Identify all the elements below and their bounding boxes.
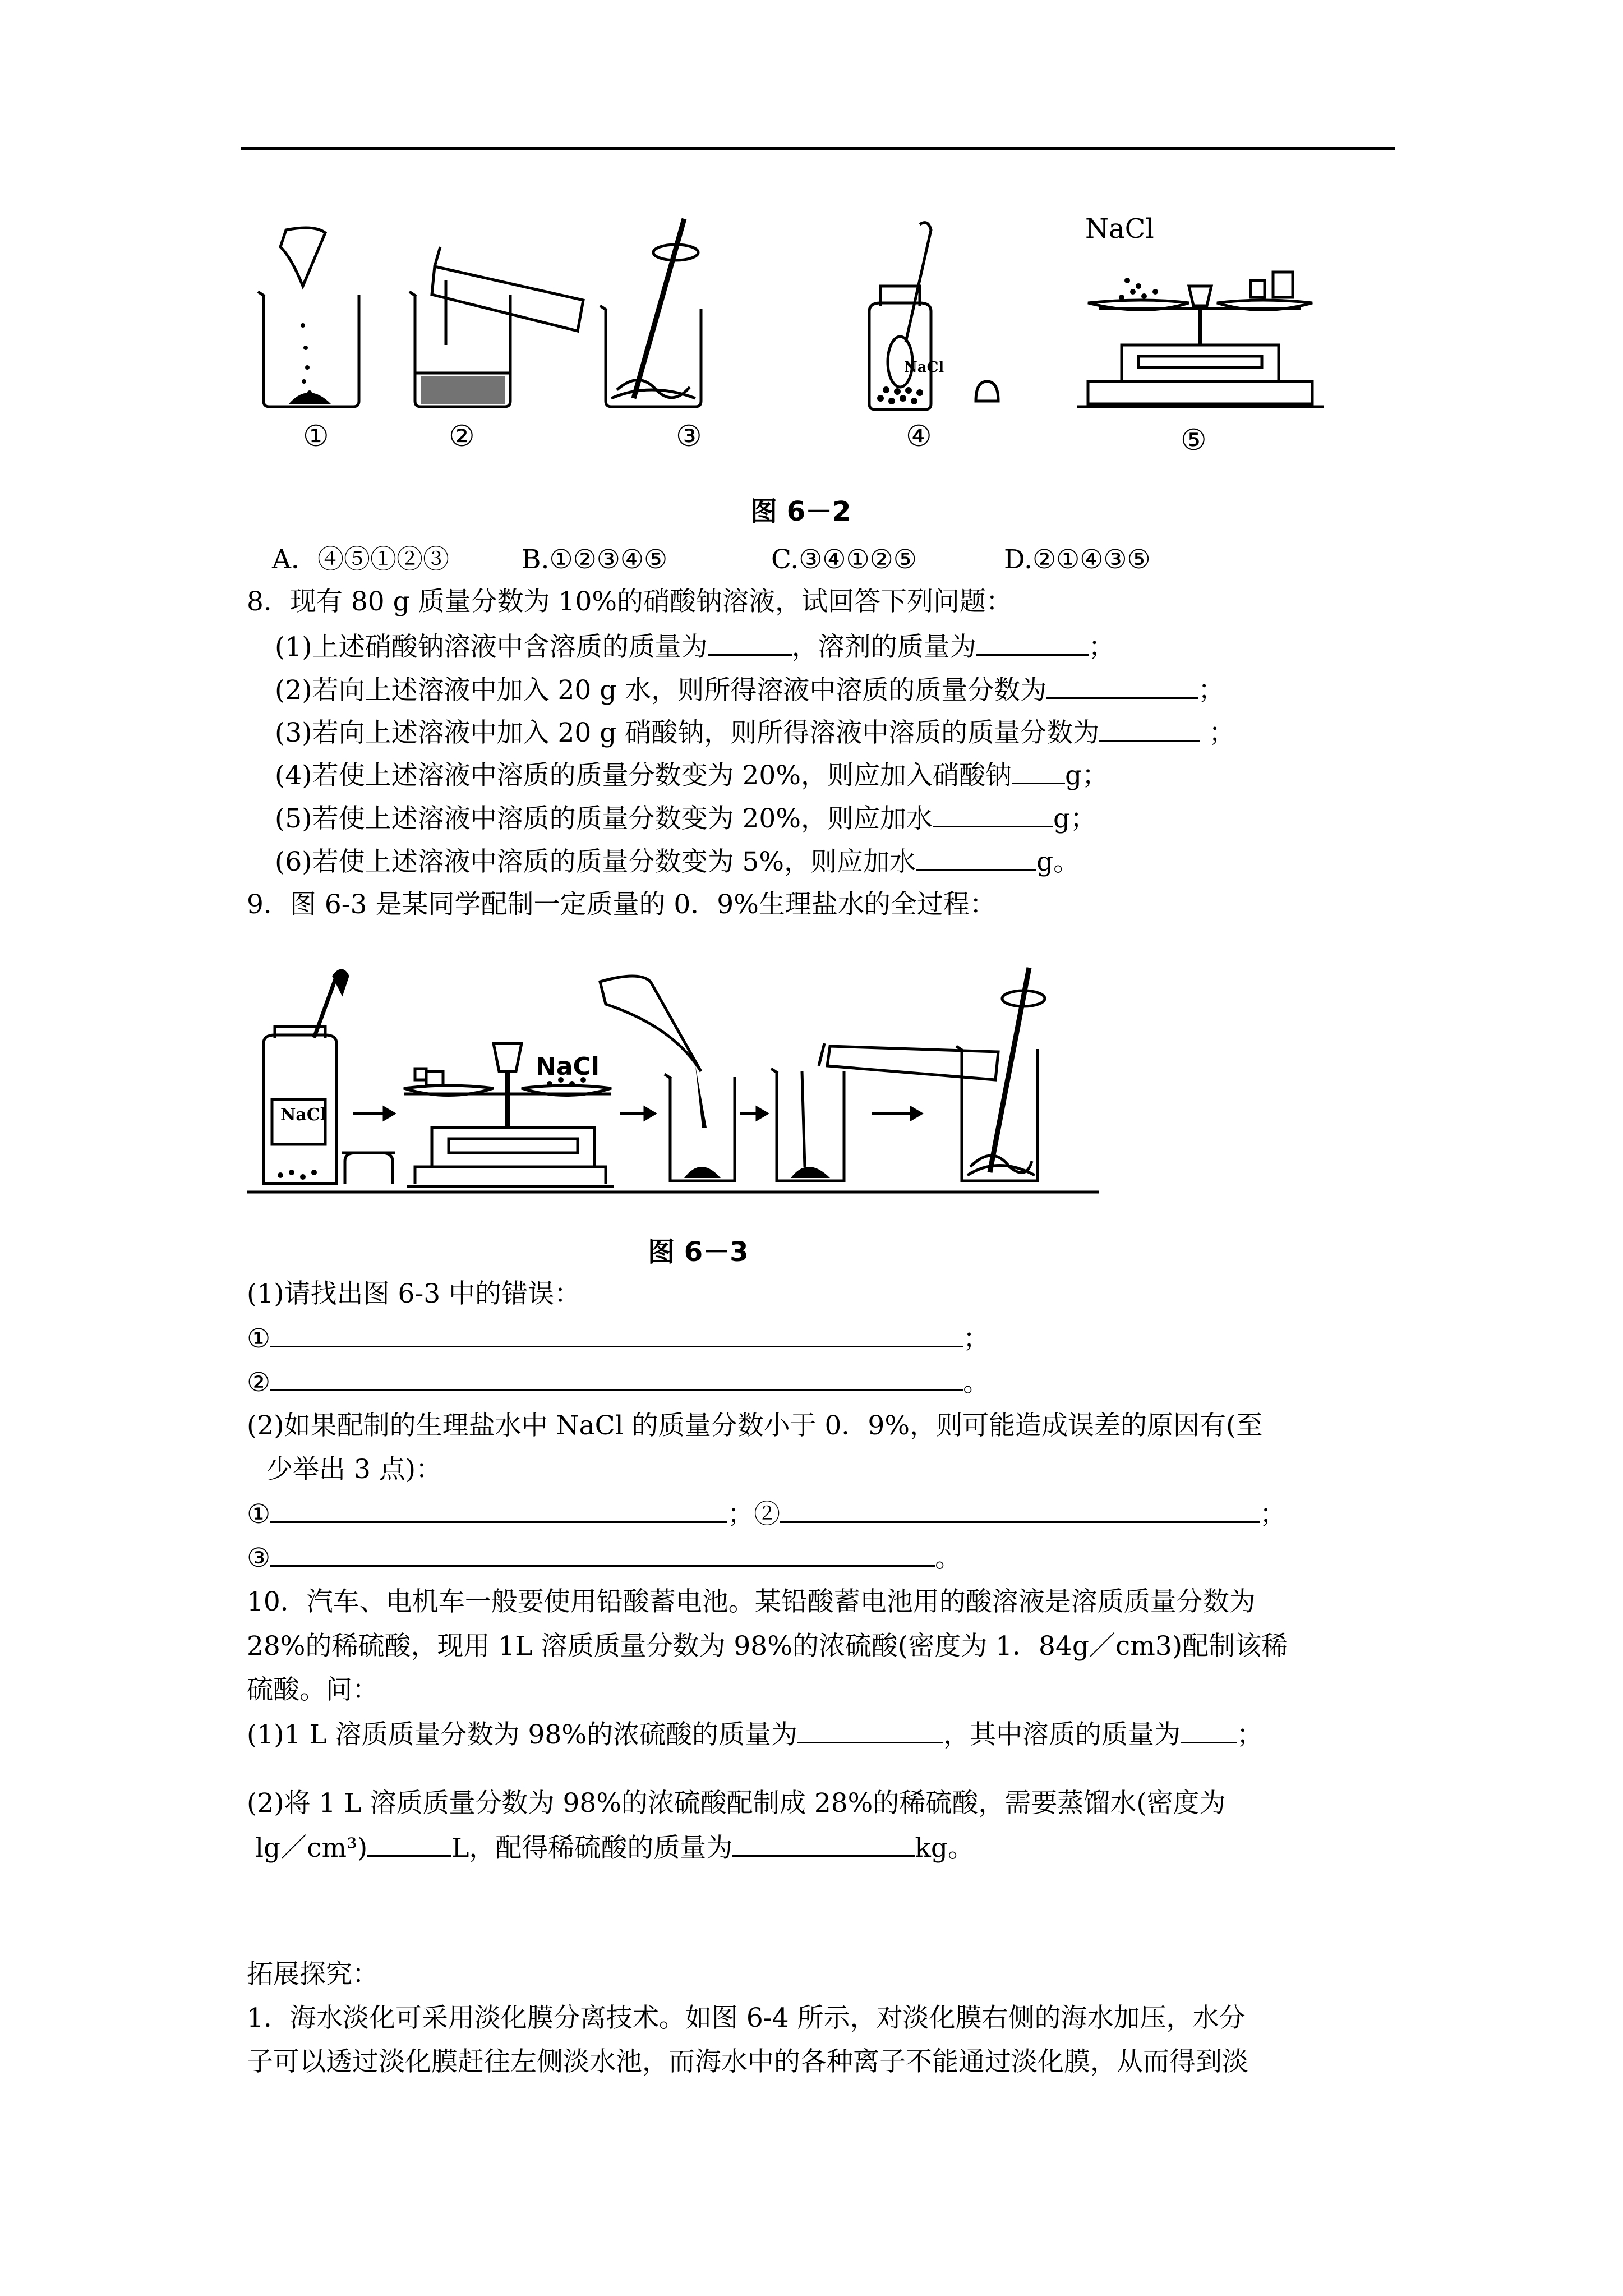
q10-part-2b-text: lg／cm³) bbox=[255, 1833, 368, 1864]
q7-option-a: A．④⑤①②③ bbox=[272, 544, 449, 575]
q8-part-6-end: g。 bbox=[1036, 846, 1080, 877]
q10-part-2a: (2)将 1 L 溶质质量分数为 98%的浓硫酸配制成 28%的稀硫酸，需要蒸馏水(密度为 bbox=[247, 1788, 1226, 1819]
q8-part-1-text: (1)上述硝酸钠溶液中含溶质的质量为 bbox=[275, 632, 708, 662]
q8-part-4-end: g； bbox=[1064, 760, 1109, 791]
answer-blank[interactable] bbox=[780, 1497, 1260, 1523]
beaker-pour-solid bbox=[600, 976, 735, 1181]
q7-option-c: C.③④①②⑤ bbox=[771, 544, 917, 575]
figure-6-3 bbox=[247, 959, 1133, 1195]
q8-part-3-end: ； bbox=[1200, 717, 1235, 748]
fig63-balance-label: NaCl bbox=[536, 1052, 600, 1081]
q9-reason-3-marker: ③ bbox=[247, 1543, 271, 1573]
q8-stem: 8．现有 80 g 质量分数为 10%的硝酸钠溶液，试回答下列问题： bbox=[247, 586, 1013, 617]
q10-part-1-text: (1)1 L 溶质质量分数为 98%的浓硫酸的质量为 bbox=[247, 1719, 797, 1750]
q9-part-1: (1)请找出图 6-3 中的错误： bbox=[247, 1278, 581, 1309]
answer-blank[interactable] bbox=[797, 1717, 943, 1743]
fig62-nacl-label: NaCl bbox=[1085, 213, 1154, 245]
q10-line-3: 硫酸。问： bbox=[247, 1674, 379, 1705]
answer-blank[interactable] bbox=[270, 1497, 727, 1523]
answer-blank[interactable] bbox=[367, 1830, 451, 1857]
answer-blank[interactable] bbox=[270, 1540, 935, 1567]
answer-blank[interactable] bbox=[976, 629, 1089, 656]
q8-part-4 bbox=[275, 758, 1108, 793]
beaker-pour-liquid bbox=[409, 247, 583, 407]
q8-part-5 bbox=[275, 801, 1096, 836]
answer-blank[interactable] bbox=[1181, 1717, 1237, 1743]
q9-reason-2-marker: ② bbox=[754, 1499, 781, 1530]
q10-part-2b-end: kg。 bbox=[915, 1833, 974, 1864]
reagent-jar-nacl bbox=[264, 970, 395, 1184]
q8-part-1-end: ； bbox=[1088, 632, 1115, 662]
fig63-caption: 图 6－3 bbox=[648, 1236, 749, 1268]
q10-line-2: 28%的稀硫酸，现用 1L 溶质质量分数为 98%的浓硫酸(密度为 1．84g／cm3)配制该稀 bbox=[247, 1631, 1288, 1662]
q9-part-2b: 少举出 3 点)： bbox=[266, 1454, 442, 1485]
q9-reason-row-1 bbox=[247, 1497, 1286, 1531]
fig62-label-4: ④ bbox=[906, 420, 932, 453]
q10-part-1-end: ； bbox=[1236, 1719, 1263, 1750]
q8-part-1 bbox=[275, 629, 1115, 664]
fig62-label-2: ② bbox=[449, 420, 475, 453]
q9-error-1 bbox=[247, 1321, 989, 1356]
q8-part-3-text: (3)若向上述溶液中加入 20 g 硝酸钠，则所得溶液中溶质的质量分数为 bbox=[275, 717, 1100, 748]
answer-blank[interactable] bbox=[916, 844, 1036, 871]
q10-part-1-text-b: ，其中溶质的质量为 bbox=[943, 1719, 1181, 1750]
q8-part-5-text: (5)若使上述溶液中溶质的质量分数变为 20%，则应加水 bbox=[275, 803, 933, 834]
q10-line-1: 10．汽车、电机车一般要使用铅酸蓄电池。某铅酸蓄电池用的酸溶液是溶质质量分数为 bbox=[247, 1586, 1256, 1617]
q8-part-2-text: (2)若向上述溶液中加入 20 g 水，则所得溶液中溶质的质量分数为 bbox=[275, 675, 1047, 706]
beaker-stirring bbox=[600, 219, 701, 407]
q9-part-2a: (2)如果配制的生理盐水中 NaCl 的质量分数小于 0．9%，则可能造成误差的原因有(至 bbox=[247, 1410, 1263, 1441]
balance-scale bbox=[1077, 272, 1324, 407]
header-rule bbox=[241, 147, 1395, 150]
answer-blank[interactable] bbox=[1046, 673, 1198, 699]
q8-part-2 bbox=[275, 673, 1224, 707]
q9-stem: 9．图 6-3 是某同学配制一定质量的 0．9%生理盐水的全过程： bbox=[247, 889, 996, 920]
q9-error-2-marker: ② bbox=[247, 1367, 271, 1398]
q9-reason-2-end: ； bbox=[1260, 1499, 1287, 1530]
reagent-jar-nacl bbox=[869, 223, 998, 409]
q8-part-6 bbox=[275, 844, 1080, 879]
ext-line-1: 1．海水淡化可采用淡化膜分离技术。如图 6-4 所示，对淡化膜右侧的海水加压，水分 bbox=[247, 2003, 1246, 2033]
q7-option-d: D.②①④③⑤ bbox=[1004, 544, 1151, 575]
answer-blank[interactable] bbox=[1099, 715, 1200, 742]
q9-reason-3-end: 。 bbox=[935, 1543, 962, 1573]
q9-reason-1-marker: ① bbox=[247, 1499, 271, 1530]
q8-part-2-end: ； bbox=[1198, 675, 1225, 706]
q8-part-4-text: (4)若使上述溶液中溶质的质量分数变为 20%，则应加入硝酸钠 bbox=[275, 760, 1012, 791]
fig62-jar-label: NaCl bbox=[904, 359, 944, 376]
q9-error-1-end: ； bbox=[963, 1323, 990, 1354]
ext-line-2: 子可以透过淡化膜赶往左侧淡水池，而海水中的各种离子不能通过淡化膜，从而得到淡 bbox=[247, 2046, 1248, 2077]
fig62-label-5: ⑤ bbox=[1181, 424, 1207, 457]
q8-part-3 bbox=[275, 715, 1235, 750]
q9-reason-1-end: ； bbox=[727, 1499, 754, 1530]
q8-part-1-text-b: ，溶剂的质量为 bbox=[791, 632, 976, 662]
fig63-jar-label: NaCl bbox=[280, 1105, 327, 1125]
q9-reason-row-2 bbox=[247, 1540, 961, 1575]
answer-blank[interactable] bbox=[732, 1830, 915, 1857]
q9-error-2 bbox=[247, 1365, 989, 1400]
fig62-caption: 图 6－2 bbox=[750, 496, 851, 527]
q8-part-6-text: (6)若使上述溶液中溶质的质量分数变为 5%，则应加水 bbox=[275, 846, 916, 877]
beaker-pour-solid bbox=[258, 228, 359, 407]
ext-title: 拓展探究： bbox=[247, 1959, 379, 1990]
q7-option-b: B.①②③④⑤ bbox=[522, 544, 668, 575]
answer-blank[interactable] bbox=[1012, 758, 1065, 784]
q9-error-1-marker: ① bbox=[247, 1323, 271, 1354]
answer-blank[interactable] bbox=[270, 1365, 963, 1391]
answer-blank[interactable] bbox=[708, 629, 792, 656]
fig62-label-1: ① bbox=[303, 420, 329, 453]
answer-blank[interactable] bbox=[270, 1321, 963, 1347]
beaker-stirring bbox=[956, 968, 1045, 1181]
fig62-label-3: ③ bbox=[676, 420, 702, 453]
q8-part-5-end: g； bbox=[1053, 803, 1097, 834]
answer-blank[interactable] bbox=[933, 801, 1053, 827]
q9-error-2-end: 。 bbox=[963, 1367, 990, 1398]
q10-part-2b bbox=[255, 1830, 974, 1865]
q10-part-2b-text-b: L，配得稀硫酸的质量为 bbox=[451, 1833, 733, 1864]
q10-part-1 bbox=[247, 1717, 1263, 1752]
